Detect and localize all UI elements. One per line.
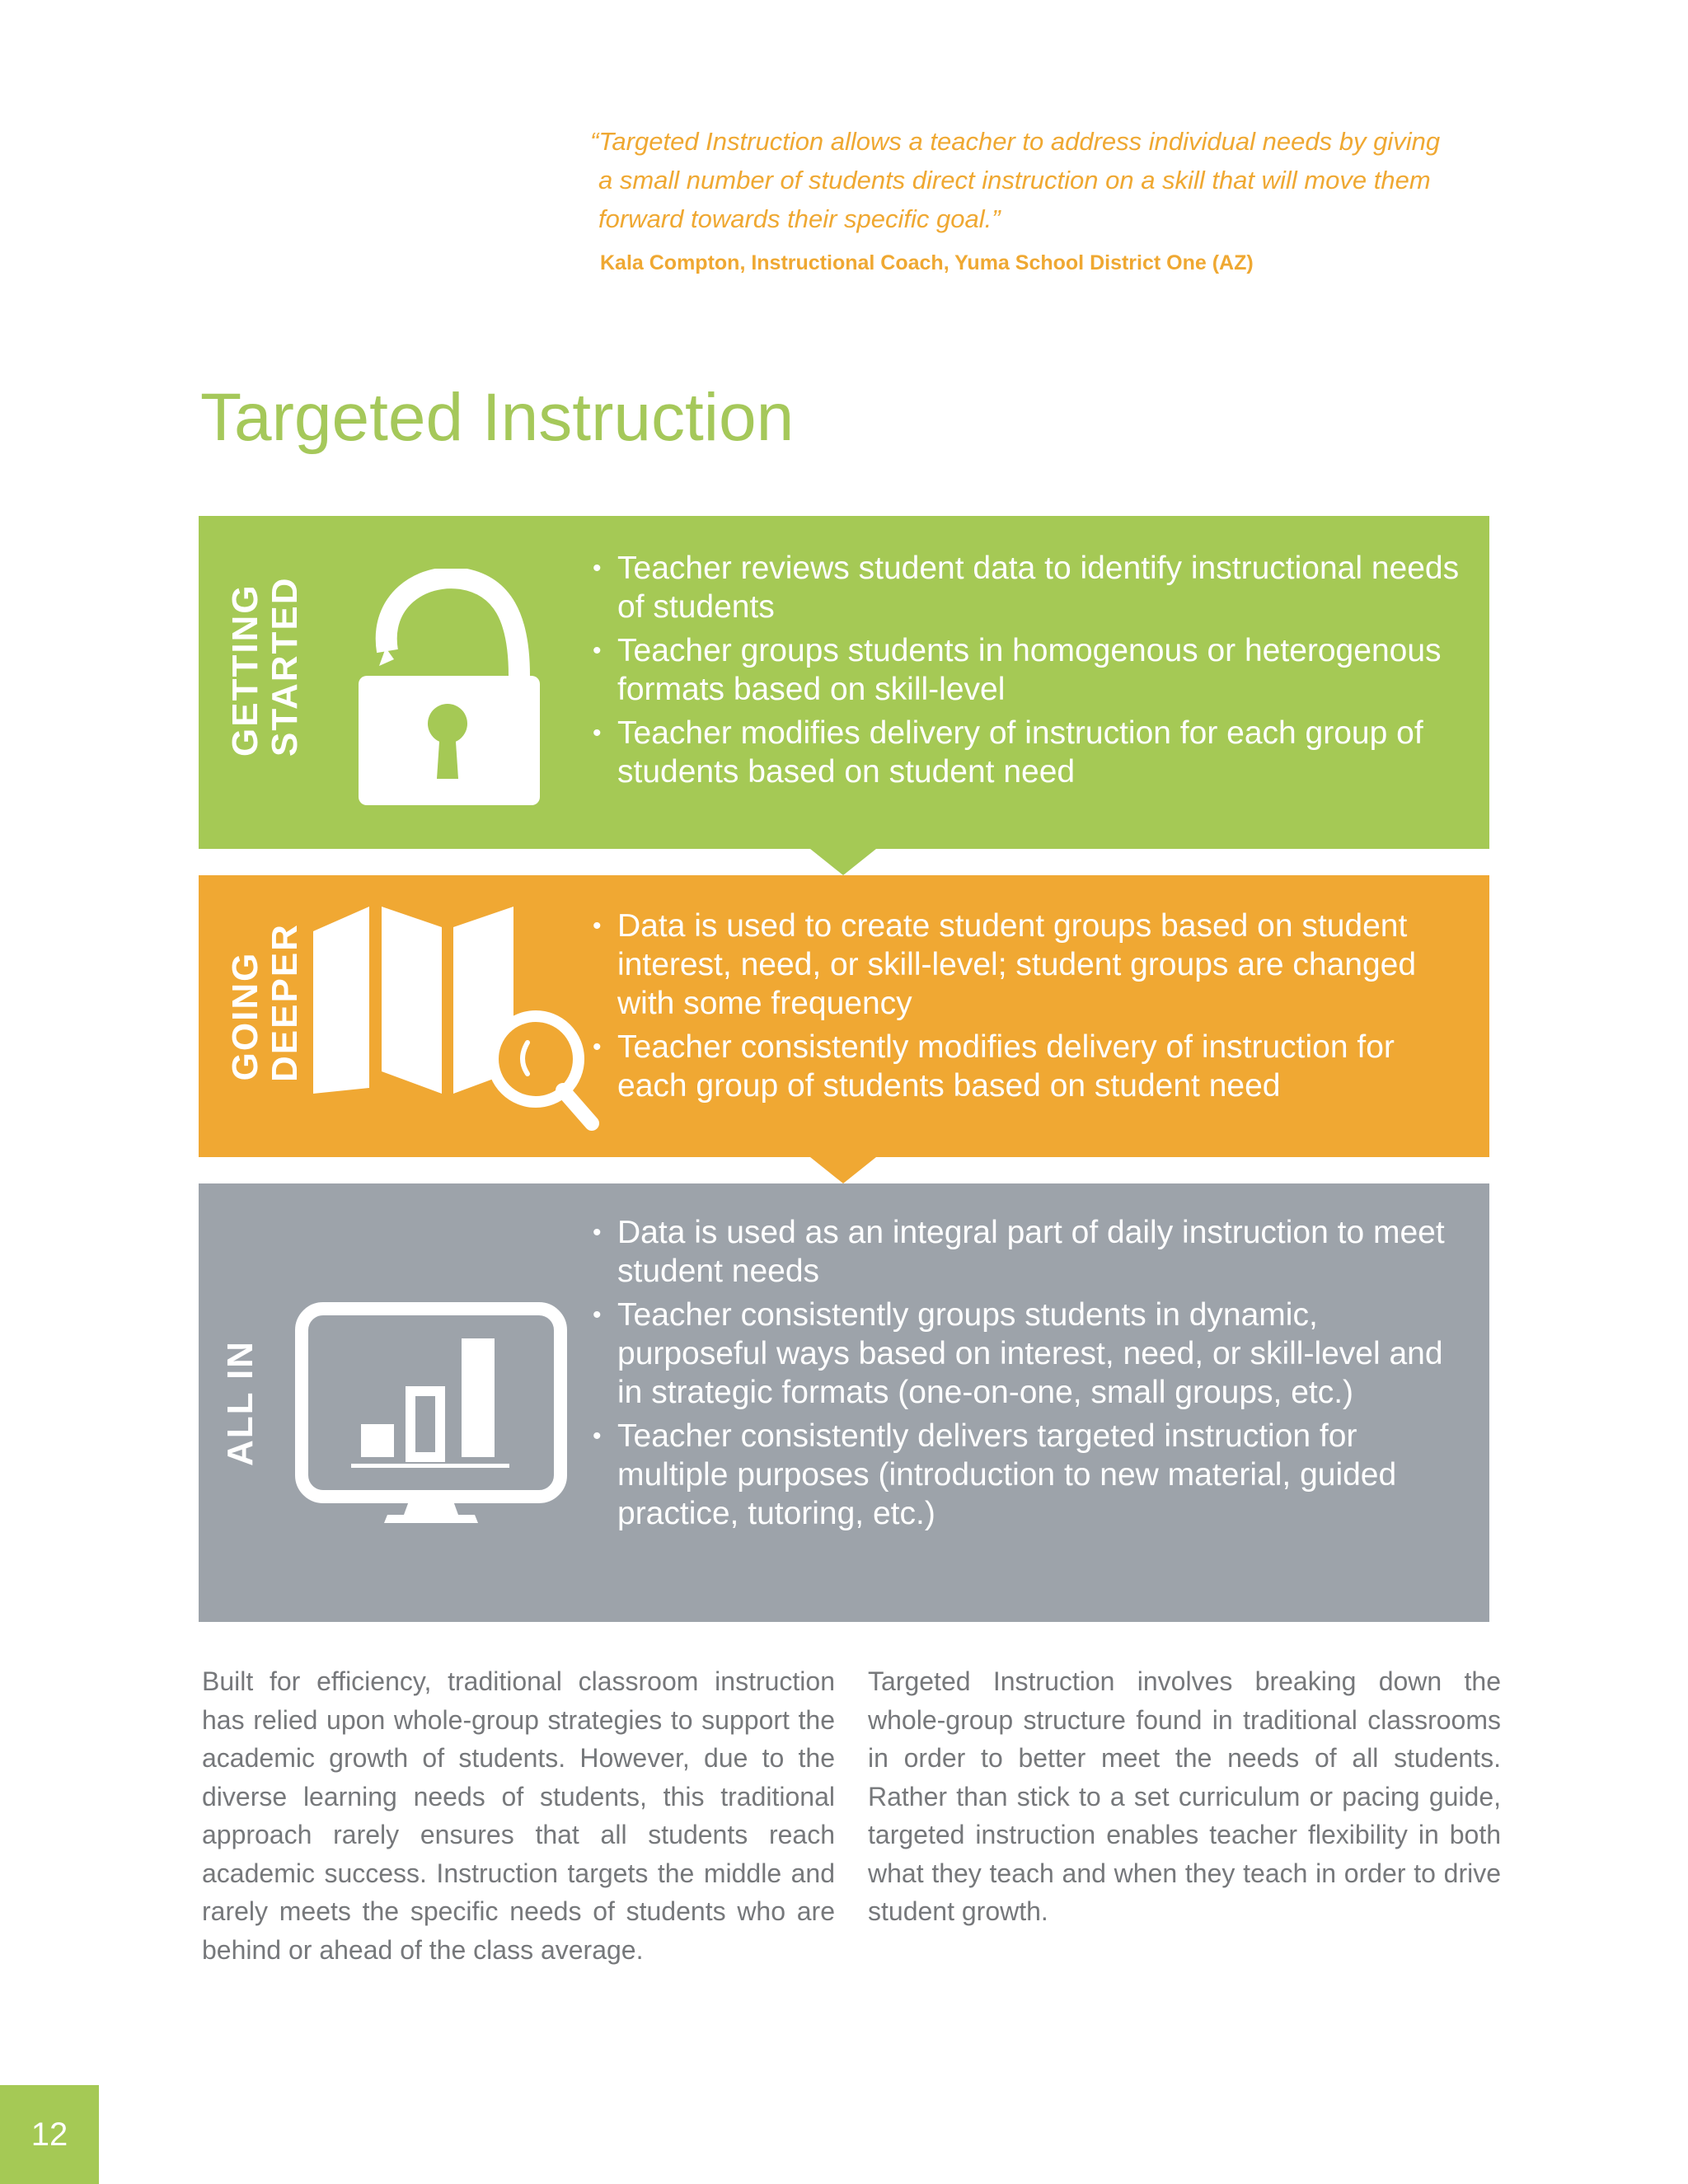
quote-line: forward towards their specific goal.” [598,204,1001,233]
bullet-item: • Teacher modifies delivery of instruction for each group of students based on student need [589,714,1471,791]
stage-label-line: DEEPER [265,923,305,1082]
bullet-item: • Teacher consistently modifies delivery of instruction for each group of students based on student need [589,1028,1447,1105]
quote-line: a small number of students direct instruction on a skill that will move them [598,166,1431,194]
quote-line: “Targeted Instruction allows a teacher to address individual needs by giving [590,127,1441,156]
stage-label-line: GETTING [225,583,265,757]
monitor-bar-chart-icon [295,1302,567,1529]
stage-label-getting-started [225,576,305,757]
stage-bullets-going-deeper [589,907,1447,1110]
bullet-item: • Data is used as an integral part of daily instruction to meet student needs [589,1213,1463,1291]
open-padlock-icon [354,569,544,820]
stage-arrow [810,1157,876,1183]
body-text-right: Targeted Instruction involves breaking down the whole-group structure found in traditional classrooms in order to better meet the needs of all students. Rather than stick to a set curriculum or pacing guide, targeted instruction enables teacher flexibility in both what they teach and when they teach in order to drive student growth. [868,1666,1501,1926]
quote-attribution: Kala Compton, Instructional Coach, Yuma School District One (AZ) [600,251,1254,274]
page-number: 12 [30,2116,68,2153]
bullet-item: • Data is used to create student groups based on student interest, need, or skill-level; student groups are changed with some frequency [589,907,1447,1023]
body-text-left: Built for efficiency, traditional classroom instruction has relied upon whole-group strategies to support the academic growth of students. However, due to the diverse learning needs of students, this traditional approach rarely ensures that all students reach academic success. Instruction targets the middle and rarely meets the specific needs of students who are behind or ahead of the class average. [202,1666,835,1965]
bullet-item: • Teacher consistently groups students in dynamic, purposeful ways based on interest, need, or skill-level and in strategic formats (one-on-one, small groups, etc.) [589,1296,1463,1412]
stage-arrow [810,849,876,875]
stage-bullets-all-in [589,1213,1463,1538]
stage-bullets-getting-started [589,549,1471,796]
pull-quote [590,122,1505,238]
stage-label-line: ALL IN [220,1340,260,1466]
stage-label-all-in [220,1340,260,1466]
bullet-item: • Teacher consistently delivers targeted instruction for multiple purposes (introduction to new material, guided practice, tutoring, etc.) [589,1417,1463,1533]
page-title: Targeted Instruction [200,380,795,455]
bullet-item: • Teacher groups students in homogenous or heterogenous formats based on skill-level [589,631,1471,709]
map-magnifier-icon [312,902,600,1146]
stage-label-going-deeper [225,923,305,1082]
page-number-box [0,2085,99,2184]
stage-label-line: STARTED [265,576,305,757]
bullet-item: • Teacher reviews student data to identify instructional needs of students [589,549,1471,626]
stage-label-line: GOING [225,951,265,1081]
